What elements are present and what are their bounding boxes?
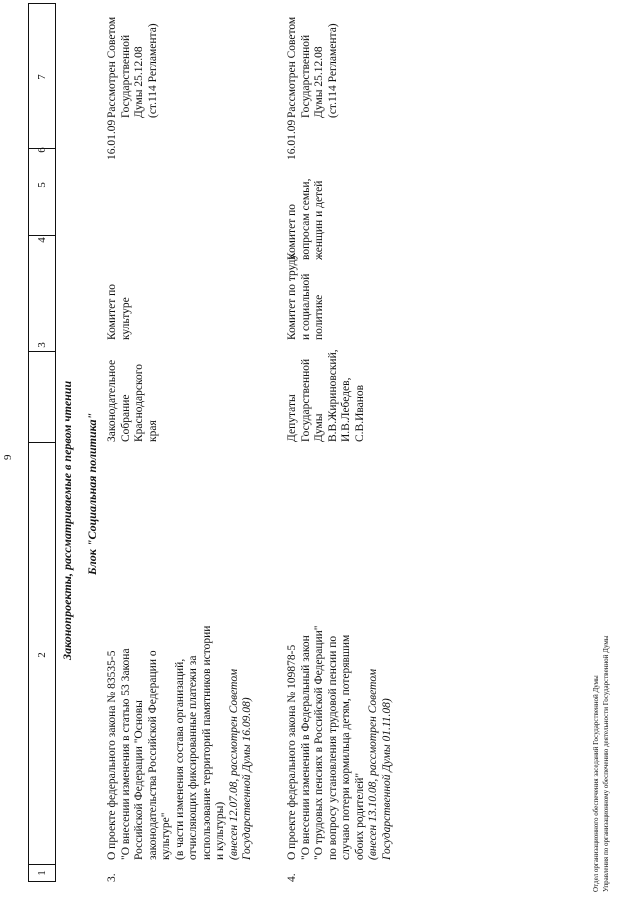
bill-note: (внесен 13.10.08, рассмотрен Советом <box>367 668 379 860</box>
column-number: 4 <box>36 237 48 243</box>
status-line: Государственной <box>119 34 132 118</box>
initiator-line: Краснодарского края <box>133 364 159 442</box>
status-line: Рассмотрен Советом <box>286 16 298 118</box>
initiator-line: Депутаты <box>286 394 298 442</box>
bill-line: культуре" <box>160 812 172 860</box>
status <box>286 3 340 118</box>
initiator-line: Государственной <box>299 358 312 442</box>
bill-line: "О внесении изменения в статью 53 Закона <box>119 648 132 860</box>
co-committee-line: вопросам семьи, <box>299 178 312 260</box>
status-line: (ст.114 Регламента) <box>146 23 159 118</box>
initiator-line: С.В.Иванов <box>353 384 366 442</box>
bill-line: Российской Федерации "Основы <box>133 700 145 860</box>
bill-line: обоих родителей" <box>353 772 366 860</box>
bill-line: О проекте федерального закона № 83535-5 <box>106 650 118 860</box>
committee <box>106 240 133 340</box>
status-line: Думы 25.12.08 <box>313 46 325 118</box>
column-number: 6 <box>36 147 48 153</box>
row-number: 4. <box>286 873 298 882</box>
bill-line: использование территорий памятников истории <box>200 625 213 860</box>
committee-line: Комитет по <box>106 284 118 340</box>
co-committee <box>286 150 327 260</box>
page-number: 9 <box>2 454 14 460</box>
column-number: 3 <box>36 342 48 348</box>
bill-description <box>106 440 255 860</box>
committee-line: и социальной <box>299 273 312 340</box>
committee-line: политике <box>313 294 325 340</box>
col-divider <box>28 442 56 443</box>
initiator <box>106 342 160 442</box>
bill-note: Государственной Думы 01.11.08) <box>380 698 393 860</box>
column-number: 5 <box>36 182 48 188</box>
initiator-line: Законодательное <box>106 359 118 442</box>
footer-line: Управления по организационному обеспечению деятельности Государственной Думы <box>602 635 610 892</box>
initiator-line: Думы <box>313 413 325 442</box>
initiator-line: И.В.Лебедев, <box>340 377 352 442</box>
co-committee-line: Комитет по <box>286 204 298 260</box>
committee-line: Комитет по труду <box>286 253 298 340</box>
footer-line: Отдел организационного обеспечения заседаний Государственной Думы <box>592 675 600 892</box>
bill-line: (в части изменения состава организаций, <box>173 658 186 860</box>
bill-line: законодательства Российской Федерации о <box>146 650 159 860</box>
status-line: Государственной <box>299 34 312 118</box>
bill-line: и культуры) <box>214 801 226 860</box>
co-committee-line: женщин и детей <box>313 180 325 260</box>
block-title: Блок "Социальная политика" <box>85 412 99 575</box>
bill-line: "О трудовых пенсиях в Российской Федерации" <box>313 625 325 860</box>
col-divider <box>28 3 56 4</box>
status-line: Думы 25.12.08 <box>133 46 145 118</box>
bill-line: О проекте федерального закона № 109878-5 <box>286 644 298 860</box>
bill-description <box>286 440 394 860</box>
initiator <box>286 342 367 442</box>
date: 16.01.09 <box>286 119 298 160</box>
bill-line: по вопросу установления трудовой пенсии по <box>326 635 339 860</box>
bill-line: случаю потери кормильца детям, потерявшим <box>340 634 352 860</box>
bill-line: "О внесении изменений в Федеральный закон <box>299 635 312 860</box>
committee-line: культуре <box>119 297 132 340</box>
initiator-line: В.В.Жириновский, <box>326 349 339 442</box>
status-line: (ст.114 Регламента) <box>326 23 339 118</box>
status <box>106 3 160 118</box>
bill-note: (внесен 12.07.08, рассмотрен Советом <box>227 668 240 860</box>
initiator-line: Собрание <box>119 394 132 442</box>
column-number: 7 <box>36 74 48 80</box>
table-header-top-border <box>28 4 29 882</box>
bill-line: отчисляющих фиксированные платежи за <box>187 655 199 860</box>
date: 16.01.09 <box>106 119 118 160</box>
status-line: Рассмотрен Советом <box>106 16 118 118</box>
column-number: 2 <box>36 652 48 658</box>
column-number: 1 <box>36 870 48 876</box>
section-title: Законопроекты, рассматриваемые в первом чтении <box>60 380 74 660</box>
bill-note: Государственной Думы 16.09.08) <box>241 697 253 860</box>
table-header-bottom-border <box>55 4 56 882</box>
row-number: 3. <box>106 873 118 882</box>
